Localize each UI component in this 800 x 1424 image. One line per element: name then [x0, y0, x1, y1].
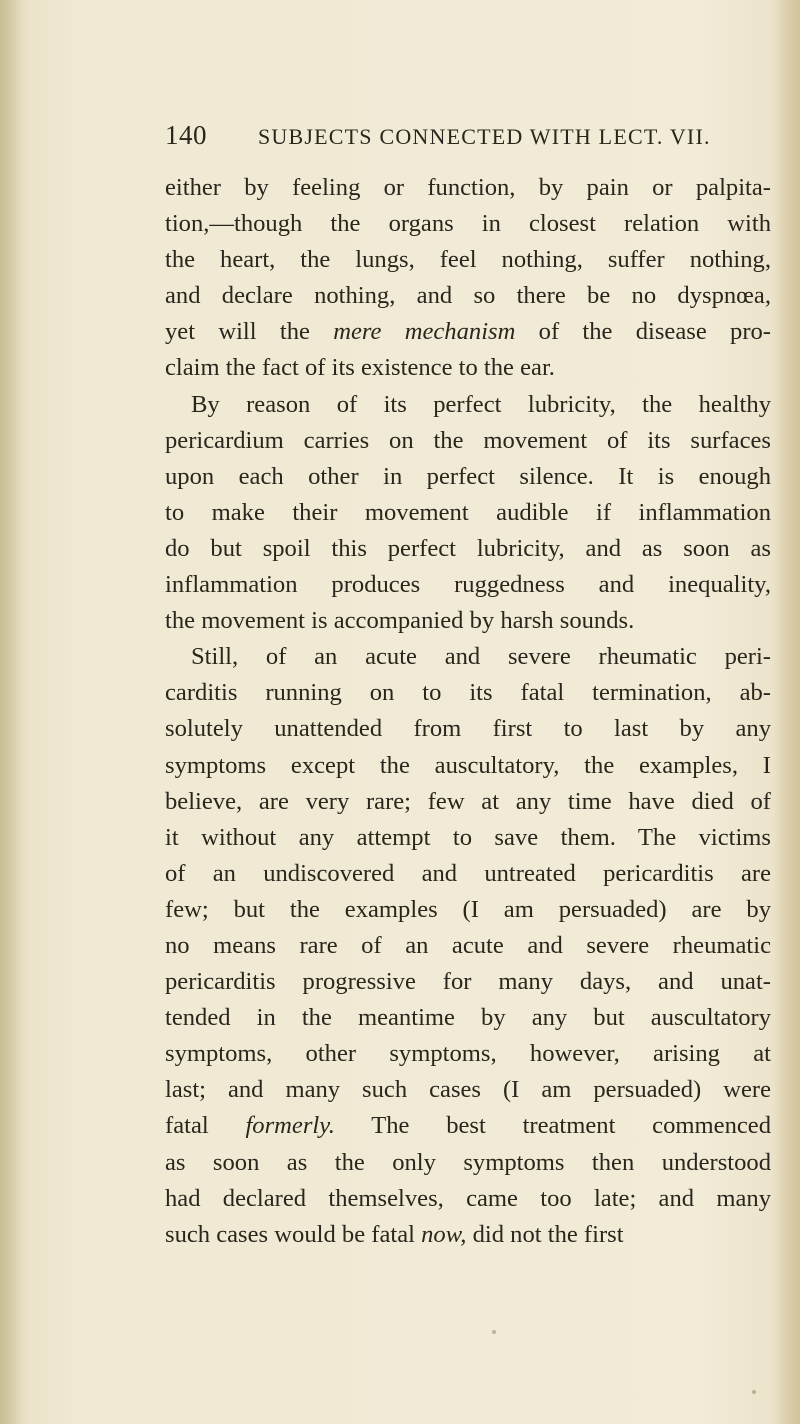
text-line	[165, 603, 771, 639]
text-line	[165, 928, 771, 964]
text-run: claim the fact of its existence to the ear.	[165, 354, 555, 382]
ink-speck	[752, 1390, 756, 1394]
text-run: either by feeling or function, by pain or palpita-	[165, 174, 771, 201]
text-run: and declare nothing, and so there be no dyspnœa,	[165, 282, 771, 310]
text-line	[165, 423, 771, 459]
text-run: few; but the examples (I am persuaded) are by	[165, 895, 771, 923]
text-run: upon each other in perfect silence. It is enough	[165, 462, 771, 490]
text-run: such cases would be fatal	[165, 1220, 422, 1248]
text-line	[165, 892, 771, 928]
text-line	[165, 675, 771, 711]
text-run: do but spoil this perfect lubricity, and as soon as	[165, 534, 771, 562]
text-line	[165, 387, 771, 423]
page-edge-shadow	[774, 0, 800, 1424]
text-run: did not the first	[466, 1220, 624, 1248]
text-run: last; and many such cases (I am persuaded) were	[165, 1076, 771, 1104]
text-line	[165, 314, 771, 350]
text-line	[165, 1108, 771, 1144]
text-run: Still, of an acute and severe rheumatic peri-	[191, 643, 771, 671]
text-run: symptoms except the auscultatory, the examples, I	[165, 751, 771, 779]
text-run: the heart, the lungs, feel nothing, suffer nothing,	[165, 246, 771, 274]
text-line	[165, 459, 771, 495]
text-run: tion,—though the organs in closest relation with	[165, 210, 771, 238]
text-line	[165, 856, 771, 892]
text-run: pericarditis progressive for many days, and unat-	[165, 968, 771, 996]
text-line	[165, 784, 771, 820]
text-line	[165, 170, 771, 206]
text-run: The best treatment commenced	[334, 1112, 771, 1140]
page-gutter-shadow	[0, 0, 22, 1424]
text-line	[165, 278, 771, 314]
text-run: pericardium carries on the movement of its surfaces	[165, 426, 771, 454]
text-run: fatal	[165, 1112, 246, 1140]
text-run: solutely unattended from first to last by any	[165, 715, 771, 743]
body-text	[165, 170, 771, 1253]
text-line	[165, 711, 771, 747]
text-line	[165, 964, 771, 1000]
page-number: 140	[165, 120, 207, 150]
text-line	[165, 567, 771, 603]
text-run: of an undiscovered and untreated pericarditis are	[165, 859, 771, 887]
text-line	[165, 495, 771, 531]
text-run: as soon as the only symptoms then understood	[165, 1148, 771, 1176]
text-run: had declared themselves, came too late; and many	[165, 1184, 771, 1212]
text-line	[165, 639, 771, 675]
text-run: carditis running on to its fatal termination, ab-	[165, 679, 771, 707]
text-line	[165, 206, 771, 242]
text-line	[165, 820, 771, 856]
text-line	[165, 748, 771, 784]
text-run: tended in the meantime by any but auscultatory	[165, 1004, 771, 1032]
italic-phrase: now,	[421, 1220, 467, 1248]
text-line	[165, 531, 771, 567]
text-run: it without any attempt to save them. The victims	[165, 823, 771, 851]
text-line	[165, 1217, 771, 1253]
text-run: inflammation produces ruggedness and inequality,	[165, 571, 771, 599]
text-line	[165, 1000, 771, 1036]
text-run: yet will the	[165, 318, 334, 346]
text-run: believe, are very rare; few at any time have died of	[165, 787, 771, 815]
page-header	[165, 120, 775, 160]
text-run: the movement is accompanied by harsh sounds.	[165, 607, 635, 635]
text-line	[165, 1145, 771, 1181]
italic-phrase: mere mechanism	[333, 318, 516, 346]
text-run: no means rare of an acute and severe rheumatic	[165, 931, 771, 959]
text-line	[165, 1036, 771, 1072]
text-run: symptoms, other symptoms, however, arising at	[165, 1040, 771, 1068]
text-line	[165, 1181, 771, 1217]
text-run: to make their movement audible if inflammation	[165, 498, 771, 526]
running-head: SUBJECTS CONNECTED WITH LECT. VII.	[258, 124, 711, 149]
ink-speck	[492, 1330, 496, 1334]
text-run: of the disease pro-	[515, 318, 772, 346]
text-line	[165, 242, 771, 278]
text-run: By reason of its perfect lubricity, the healthy	[191, 390, 771, 418]
italic-phrase: formerly.	[245, 1112, 335, 1140]
text-line	[165, 1072, 771, 1108]
text-line	[165, 350, 771, 386]
